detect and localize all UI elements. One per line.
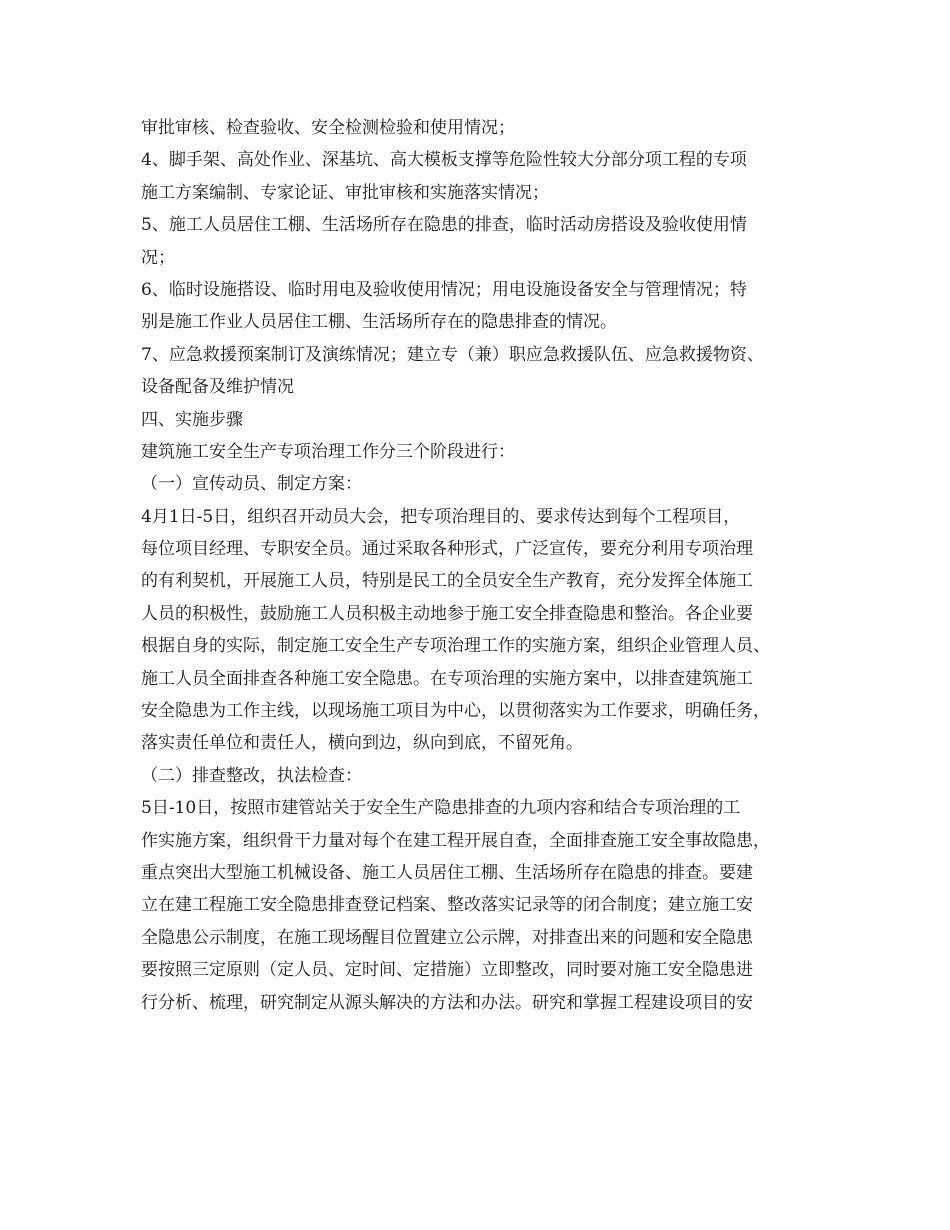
text-line: 7、应急救援预案制订及演练情况；建立专（兼）职应急救援队伍、应急救援物资、 — [141, 344, 764, 365]
text-line: 要按照三定原则（定人员、定时间、定措施）立即整改，同时要对施工安全隐患进 — [141, 960, 753, 981]
text-line: 施工方案编制、专家论证、审批审核和实施落实情况； — [141, 182, 549, 203]
document-body — [141, 112, 841, 1019]
text-line: 审批审核、检查验收、安全检测检验和使用情况； — [141, 118, 515, 138]
subsection-heading: （一）宣传动员、制定方案： — [141, 474, 362, 495]
text-line: 6、临时设施搭设、临时用电及验收使用情况；用电设施设备安全与管理情况；特 — [141, 279, 747, 300]
section-heading: 四、实施步骤 — [141, 409, 243, 430]
text-line: 行分析、梳理，研究制定从源头解决的方法和办法。研究和掌握工程建设项目的安 — [141, 992, 753, 1013]
text-line: 全隐患公示制度，在施工现场醒目位置建立公示牌，对排查出来的问题和安全隐患 — [141, 927, 753, 948]
text-line: 5、施工人员居住工棚、生活场所存在隐患的排查，临时活动房搭设及验收使用情 — [141, 215, 747, 236]
text-line: 安全隐患为工作主线，以现场施工项目为中心，以贯彻落实为工作要求，明确任务， — [141, 701, 770, 722]
text-line: 落实责任单位和责任人，横向到边，纵向到底，不留死角。 — [141, 733, 583, 754]
text-line: 立在建工程施工安全隐患排查登记档案、整改落实记录等的闭合制度；建立施工安 — [141, 895, 753, 916]
subsection-heading: （二）排查整改，执法检查： — [141, 765, 362, 786]
text-line: 作实施方案，组织骨干力量对每个在建工程开展自查，全面排查施工安全事故隐患， — [141, 830, 770, 851]
text-line: 人员的积极性，鼓励施工人员积极主动地参于施工安全排查隐患和整治。各企业要 — [141, 603, 753, 624]
text-line: 设备配备及维护情况 — [141, 377, 294, 398]
text-line: 的有利契机，开展施工人员，特别是民工的全员安全生产教育，充分发挥全体施工 — [141, 571, 753, 592]
text-line: 每位项目经理、专职安全员。通过采取各种形式，广泛宣传，要充分利用专项治理 — [141, 539, 753, 560]
text-line: 况； — [141, 247, 175, 268]
text-line: 施工人员全面排查各种施工安全隐患。在专项治理的实施方案中，以排查建筑施工 — [141, 668, 753, 689]
text-line: 重点突出大型施工机械设备、施工人员居住工棚、生活场所存在隐患的排查。要建 — [141, 862, 753, 883]
text-line: 建筑施工安全生产专项治理工作分三个阶段进行： — [141, 441, 515, 462]
text-line: 根据自身的实际，制定施工安全生产专项治理工作的实施方案，组织企业管理人员、 — [141, 636, 770, 657]
text-line: 4月1日-5日，组织召开动员大会，把专项治理目的、要求传达到每个工程项目， — [141, 506, 741, 527]
text-line: 4、脚手架、高处作业、深基坑、高大模板支撑等危险性较大分部分项工程的专项 — [141, 150, 747, 171]
text-line: 5日-10日，按照市建管站关于安全生产隐患排查的九项内容和结合专项治理的工 — [141, 798, 741, 819]
text-line: 别是施工作业人员居住工棚、生活场所存在的隐患排查的情况。 — [141, 312, 617, 333]
